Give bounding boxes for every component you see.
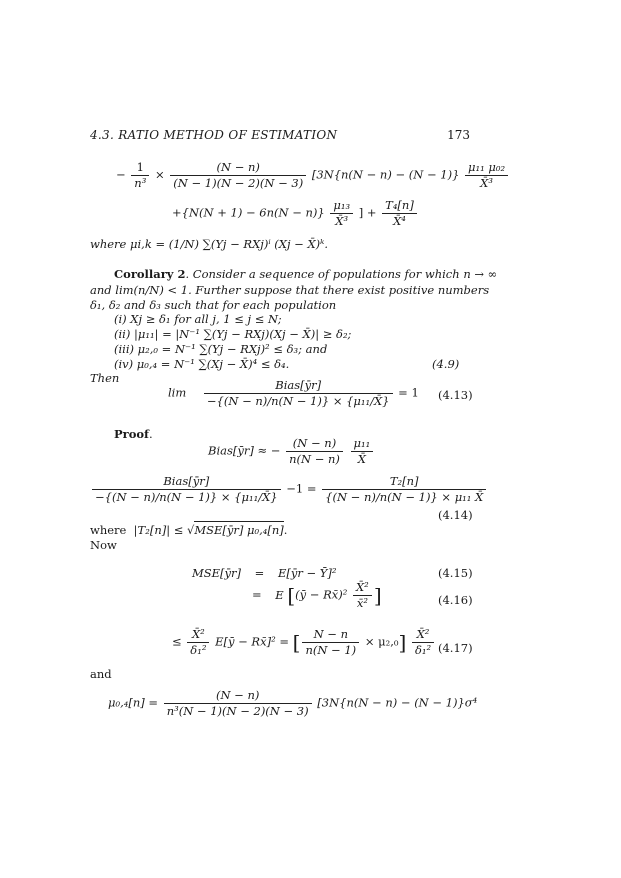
minus-sign: − [116, 167, 126, 182]
fraction-n-coef: $\frac{(N - n)}{n(N - n)}$ [286, 436, 343, 467]
equation-4-15: MSE[ȳr] = E[ȳr − Ȳ]² [192, 566, 337, 580]
close-bracket-plus: ] + [358, 205, 377, 220]
corollary-line-1: Corollary 2. Consider a sequence of populations for which n → ∞ [114, 267, 498, 281]
equation-number-4-9: (4.9) [432, 357, 460, 371]
where-definition-mu: where μi,k = (1/N) ∑(Yj − RXj)ⁱ (Xj − X̄)ᵏ. [90, 237, 328, 251]
mse-rhs: E[ȳr − Ȳ]² [277, 566, 337, 580]
mu04-rhs: [3N{n(N − n) − (N − 1)}σ⁴ [317, 695, 478, 710]
minus-one-equals: −1 = [286, 481, 317, 496]
mse-lhs: MSE[ȳr] [192, 566, 242, 580]
equation-number-4-14: (4.14) [438, 508, 473, 522]
then-word: Then [90, 371, 120, 385]
corollary-label: Corollary 2 [114, 267, 186, 281]
equation-number-4-16: (4.16) [438, 593, 473, 607]
page-number: 173 [447, 128, 470, 142]
bracket-term: [3N{n(N − n) − (N − 1)} [311, 167, 460, 182]
proof-heading: Proof. [114, 427, 153, 441]
condition-iv: (iv) μ₀,₄ = N⁻¹ ∑(Xj − X̄)⁴ ≤ δ₄. [114, 357, 290, 371]
and-word: and [90, 667, 112, 681]
equation-continuation-1 [116, 160, 510, 191]
fraction-fpc: $\frac{N - n}{n(N - 1)}$ [302, 627, 359, 658]
equals-one: = 1 [398, 385, 419, 400]
equation-4-14 [90, 474, 488, 505]
fraction-Xbar2-delta-2: $\frac{\text{X̄²}}{\text{δ₁²}}$ [412, 627, 434, 658]
equation-number-4-15: (4.15) [438, 566, 473, 580]
mu04-lhs: μ₀,₄[n] = [108, 695, 159, 710]
equation-4-13 [168, 378, 419, 409]
corollary-line-2: and lim(n/N) < 1. Further suppose that there exist positive numbers [90, 283, 490, 297]
equation-number-4-13: (4.13) [438, 388, 473, 402]
equation-mu04 [108, 688, 477, 719]
equation-continuation-2 [172, 198, 419, 229]
fraction-bias-normalized: $\frac{\text{Bias[ȳr]}}{\text{−\{(N − n)/n(N − 1)\} × \{μ₁₁/X̄\}}}$ [92, 474, 281, 505]
equation-4-17: ≤ $\frac{\text{X̄²}}{\text{δ₁²}}$ E[ȳ − Rx̄]² = [ $\frac{N - n}{n(N - 1)}$ × μ₂,₀] $\frac{\text{X̄²}}{\text{δ₁²}}$ [172, 627, 436, 658]
condition-iii: (iii) μ₂,₀ = N⁻¹ ∑(Yj − RXj)² ≤ δ₃; and [114, 342, 328, 356]
fraction-bias-ratio: $\frac{\text{Bias[ȳr]}}{\text{−\{(N − n)/n(N − 1)\} × \{μ₁₁/X̄\}}}$ [204, 378, 393, 409]
times-sign: × [154, 167, 165, 182]
term-plus: +{N(N + 1) − 6n(N − n)} [172, 205, 325, 220]
fraction-Xbar2-xbar2: $\frac{\text{X̄²}}{\text{x̄²}}$ [353, 580, 372, 611]
section-title: 4.3. RATIO METHOD OF ESTIMATION [90, 128, 338, 142]
fraction-Xbar2-delta: $\frac{\text{X̄²}}{\text{δ₁²}}$ [187, 627, 209, 658]
condition-i: (i) Xj ≥ δ₁ for all j, 1 ≤ j ≤ N; [114, 312, 282, 326]
fraction-coefficient: $\frac{(N - n)}{(N - 1)(N - 2)(N - 3)}$ [170, 160, 306, 191]
condition-ii: (ii) |μ₁₁| = |N⁻¹ ∑(Yj − RXj)(Xj − X̄)| ≥ δ₂; [114, 327, 352, 341]
where-T2-bound: where |T₂[n]| ≤ √MSE[ȳr] μ₀,₄[n]. [90, 523, 288, 537]
fraction-mu11-mu02: $\frac{\text{μ₁₁ μ₀₂}}{\text{X̄³}}$ [465, 160, 508, 191]
now-word: Now [90, 538, 117, 552]
fraction-mu11-xbar: $\frac{\text{μ₁₁}}{X̄}$ [351, 436, 374, 467]
fraction-mu04-coef: $\frac{(N - n)}{\text{n³(N − 1)(N − 2)(N − 3)}}$ [164, 688, 312, 719]
corollary-line-3: δ₁, δ₂ and δ₃ such that for each population [90, 298, 337, 312]
fraction-T2: $\frac{\text{T₂[n]}}{\text{\{(N − n)/n(N − 1)\} × μ₁₁ X̄}}$ [322, 474, 486, 505]
running-header [90, 128, 470, 142]
equation-bias-approx [208, 436, 375, 467]
equation-4-16: = E [(ȳ − Rx̄)² $\frac{\text{X̄²}}{\text{x̄²}}$ ] [252, 580, 382, 610]
fraction-T4: $\frac{\text{T₄[n]}}{\text{X̄⁴}}$ [382, 198, 417, 229]
fraction-mu13: $\frac{\text{μ₁₃}}{\text{X̄³}}$ [330, 198, 353, 229]
equation-number-4-17: (4.17) [438, 641, 473, 655]
fraction-1-over-n3: $\frac{1}{\text{n³}}$ [131, 160, 149, 191]
bias-lhs: Bias[ȳr] ≈ − [208, 443, 281, 458]
lim-operator: lim [168, 385, 187, 400]
